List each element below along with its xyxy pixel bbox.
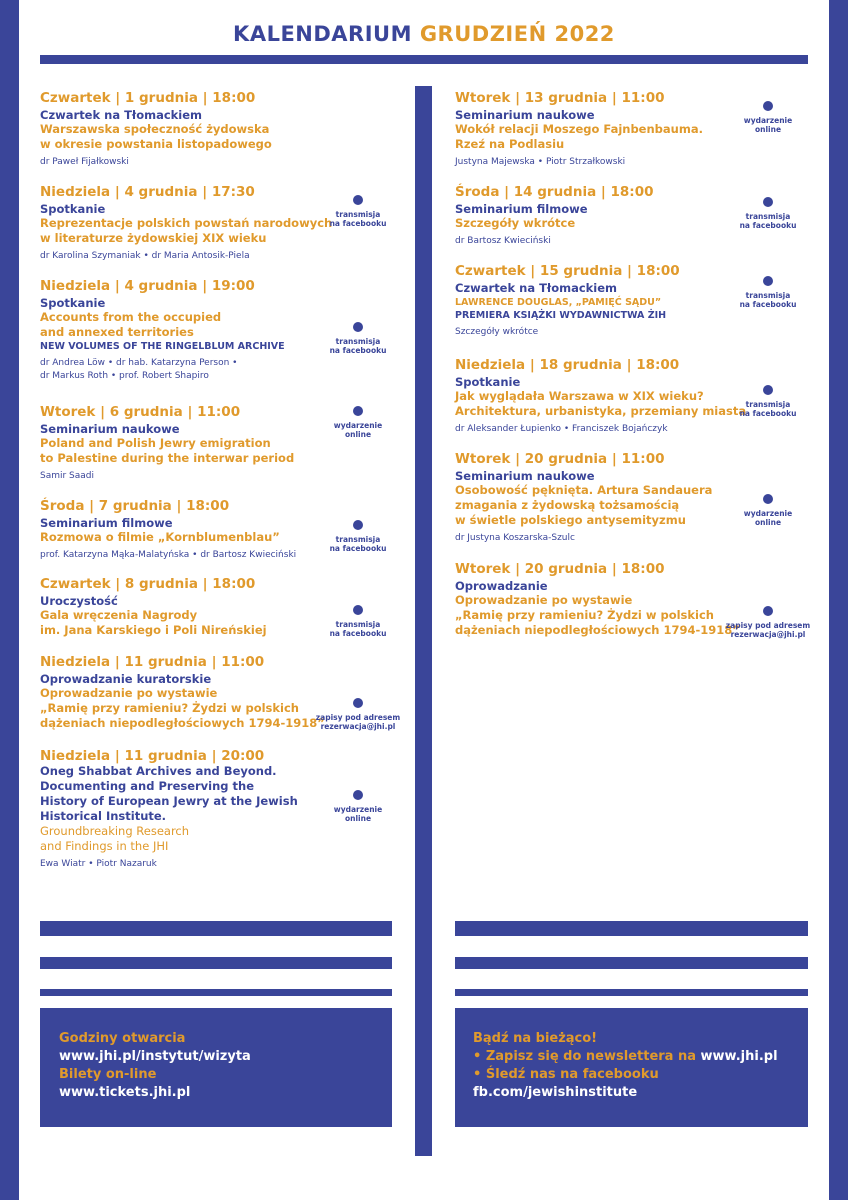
speaker-line: dr Andrea Löw • dr hab. Katarzyna Person •: [40, 358, 238, 368]
event-format-label: na facebooku: [329, 346, 387, 355]
event-type: Oprowadzanie: [455, 579, 548, 593]
event-date: Czwartek | 8 grudnia | 18:00: [40, 576, 256, 592]
event-title-line: Szczegóły wkrótce: [455, 216, 576, 230]
event-title-line: Rozmowa o filmie „Kornblumenblau”: [40, 530, 280, 544]
event-title-line: Reprezentacje polskich powstań narodowych: [40, 216, 333, 230]
event-format-label: zapisy pod adresem: [315, 713, 401, 722]
footer-info-box: [40, 1008, 392, 1127]
event-format-label: online: [344, 814, 372, 823]
event-title-line: zmagania z żydowską tożsamością: [455, 498, 680, 512]
event-title-line: Architektura, urbanistyka, przemiany miasta: [455, 404, 747, 418]
left-separator-3: [40, 989, 392, 996]
event-title-line: Rzeź na Podlasiu: [455, 137, 565, 151]
event-format-label: wydarzenie: [333, 421, 383, 430]
event-title-line: and annexed territories: [40, 325, 194, 339]
event-block: [40, 278, 285, 383]
event-subtitle-orange: LAWRENCE DOUGLAS, „PAMIĘĆ SĄDU”: [455, 297, 662, 308]
event-format-label: na facebooku: [329, 544, 387, 553]
event-date: Niedziela | 11 grudnia | 20:00: [40, 748, 265, 764]
event-date: Wtorek | 20 grudnia | 18:00: [455, 561, 665, 577]
event-block: [40, 748, 298, 871]
bullet-dot-icon: [763, 197, 773, 207]
left-separator-2: [40, 957, 392, 969]
newsletter-text: • Zapisz się do newslettera na: [473, 1049, 701, 1064]
speaker-line: dr Bartosz Kwieciński: [455, 236, 551, 246]
event-format-label: zapisy pod adresem: [725, 621, 811, 630]
center-divider: [415, 86, 432, 1156]
event-format-label: transmisja: [335, 620, 381, 629]
tickets-label: Bilety on-line: [59, 1067, 157, 1082]
event-type: Seminarium naukowe: [40, 422, 180, 436]
event-title-line: Oprowadzanie po wystawie: [455, 593, 633, 607]
facebook-link[interactable]: fb.com/jewishinstitute: [473, 1085, 638, 1100]
event-type: Czwartek na Tłomackiem: [40, 108, 203, 122]
right-separator-2: [455, 957, 808, 969]
event-type: Spotkanie: [40, 202, 106, 216]
event-date: Środa | 7 grudnia | 18:00: [40, 498, 230, 514]
event-speakers: [40, 250, 332, 263]
event-format-note: [313, 698, 403, 731]
event-format-label: na facebooku: [739, 409, 797, 418]
event-title-line: w literaturze żydowskiej XIX wieku: [40, 231, 267, 245]
event-format-label: online: [754, 125, 782, 134]
event-title-line: dążeniach niepodległościowych 1794-1918”: [455, 623, 740, 637]
event-date: Środa | 14 grudnia | 18:00: [455, 184, 654, 200]
event-title-line: im. Jana Karskiego i Poli Nireńskiej: [40, 623, 267, 637]
event-title-line: w świetle polskiego antysemityzmu: [455, 513, 686, 527]
bullet-dot-icon: [353, 406, 363, 416]
event-block: [40, 404, 294, 483]
event-format-label: transmisja: [335, 337, 381, 346]
event-type: Spotkanie: [455, 375, 521, 389]
event-block: [40, 184, 332, 263]
event-format-note: [313, 195, 403, 228]
event-speakers: [40, 858, 298, 871]
bullet-dot-icon: [353, 790, 363, 800]
event-format-note: [723, 197, 813, 230]
event-subtitle: NEW VOLUMES OF THE RINGELBLUM ARCHIVE: [40, 341, 285, 352]
event-type: Spotkanie: [40, 296, 106, 310]
event-format-label: na facebooku: [739, 300, 797, 309]
event-block: [455, 90, 703, 169]
event-format-note: [313, 322, 403, 355]
bullet-dot-icon: [353, 195, 363, 205]
event-format-note: [723, 101, 813, 134]
event-title-line: Historical Institute.: [40, 809, 167, 823]
event-title-line: „Ramię przy ramieniu? Żydzi w polskich: [455, 608, 714, 622]
event-date: Wtorek | 6 grudnia | 11:00: [40, 404, 241, 420]
tickets-link[interactable]: www.tickets.jhi.pl: [59, 1085, 191, 1100]
top-divider: [40, 55, 808, 64]
speaker-line: prof. Katarzyna Mąka-Malatyńska • dr Bartosz Kwieciński: [40, 550, 297, 560]
event-type: Oprowadzanie kuratorskie: [40, 672, 212, 686]
event-format-label: online: [754, 518, 782, 527]
newsletter-link[interactable]: www.jhi.pl: [700, 1049, 778, 1064]
event-title-line: w okresie powstania listopadowego: [40, 137, 272, 151]
event-title-line: Jak wyglądała Warszawa w XIX wieku?: [455, 389, 704, 403]
event-block: [40, 576, 267, 638]
event-block: [40, 498, 296, 562]
event-type: Seminarium filmowe: [455, 202, 588, 216]
event-title-line: Warszawska społeczność żydowska: [40, 122, 270, 136]
event-speakers: [455, 532, 712, 545]
event-format-note: [313, 520, 403, 553]
event-date: Wtorek | 13 grudnia | 11:00: [455, 90, 665, 106]
bullet-dot-icon: [353, 322, 363, 332]
bullet-dot-icon: [763, 606, 773, 616]
speaker-line: dr Karolina Szymaniak • dr Maria Antosik-Piela: [40, 251, 250, 261]
event-date: Czwartek | 15 grudnia | 18:00: [455, 263, 680, 279]
event-format-label: na facebooku: [739, 221, 797, 230]
speaker-line: Ewa Wiatr • Piotr Nazaruk: [40, 859, 157, 869]
event-date: Niedziela | 4 grudnia | 19:00: [40, 278, 255, 294]
bullet-dot-icon: [763, 385, 773, 395]
event-title-line: to Palestine during the interwar period: [40, 451, 295, 465]
event-title-line: History of European Jewry at the Jewish: [40, 794, 298, 808]
event-date: Niedziela | 11 grudnia | 11:00: [40, 654, 265, 670]
speaker-line: Justyna Majewska • Piotr Strzałkowski: [455, 157, 626, 167]
event-format-label: transmisja: [745, 212, 791, 221]
right-sidebar-bar: [829, 0, 848, 1200]
event-date: Wtorek | 20 grudnia | 11:00: [455, 451, 665, 467]
event-format-label: online: [344, 430, 372, 439]
event-date: Czwartek | 1 grudnia | 18:00: [40, 90, 256, 106]
event-title-line: Documenting and Preserving the: [40, 779, 255, 793]
event-block: [455, 357, 746, 436]
left-separator-1: [40, 921, 392, 936]
event-subtitle: PREMIERA KSIĄŻKI WYDAWNICTWA ŻIH: [455, 310, 667, 321]
event-format-label: wydarzenie: [333, 805, 383, 814]
event-format-note: [723, 494, 813, 527]
event-title-line: Accounts from the occupied: [40, 310, 222, 324]
event-title-line: Wokół relacji Moszego Fajnbenbauma.: [455, 122, 703, 136]
event-format-note: [313, 790, 403, 823]
event-speakers: [40, 549, 296, 562]
event-title-line: Oneg Shabbat Archives and Beyond.: [40, 764, 277, 778]
event-format-label: transmisja: [335, 535, 381, 544]
footer-follow-box: [455, 1008, 808, 1127]
event-format-note: [313, 605, 403, 638]
speaker-line: Samir Saadi: [40, 471, 95, 481]
title-month: GRUDZIEŃ 2022: [419, 22, 615, 46]
event-type: Seminarium filmowe: [40, 516, 173, 530]
page-title: [0, 22, 848, 46]
event-block: [455, 184, 654, 248]
bullet-dot-icon: [763, 276, 773, 286]
event-format-label: na facebooku: [329, 629, 387, 638]
newsletter-line: [473, 1048, 808, 1066]
event-format-note: [723, 606, 813, 639]
event-type: Seminarium naukowe: [455, 469, 595, 483]
speaker-line: dr Aleksander Łupienko • Franciszek Bojańczyk: [455, 424, 668, 434]
right-separator-1: [455, 921, 808, 936]
speaker-line: dr Markus Roth • prof. Robert Shapiro: [40, 371, 209, 381]
bullet-dot-icon: [763, 101, 773, 111]
event-block: [455, 263, 680, 339]
event-format-note: [723, 385, 813, 418]
event-type: Uroczystość: [40, 594, 118, 608]
speaker-line: Szczegóły wkrótce: [455, 327, 539, 337]
event-block: [455, 561, 740, 638]
event-speakers: [40, 470, 294, 483]
bullet-dot-icon: [763, 494, 773, 504]
event-speakers: [455, 423, 746, 436]
event-date: Niedziela | 18 grudnia | 18:00: [455, 357, 680, 373]
follow-heading: Bądź na bieżąco!: [473, 1031, 598, 1046]
title-kalendarium: KALENDARIUM: [233, 22, 412, 46]
event-title-line: dążeniach niepodległościowych 1794-1918”: [40, 716, 325, 730]
event-speakers: [455, 235, 654, 248]
event-title-line: Oprowadzanie po wystawie: [40, 686, 218, 700]
event-speakers: [455, 326, 680, 339]
opening-hours-link[interactable]: www.jhi.pl/instytut/wizyta: [59, 1049, 251, 1064]
right-separator-3: [455, 989, 808, 996]
event-title-line: Poland and Polish Jewry emigration: [40, 436, 271, 450]
event-format-label: rezerwacja@jhi.pl: [730, 630, 806, 639]
facebook-text: • Śledź nas na facebooku: [473, 1067, 659, 1082]
event-format-label: rezerwacja@jhi.pl: [320, 722, 396, 731]
event-format-label: transmisja: [745, 291, 791, 300]
event-title-line: „Ramię przy ramieniu? Żydzi w polskich: [40, 701, 299, 715]
event-subtitle-line: Groundbreaking Research: [40, 824, 190, 838]
event-date: Niedziela | 4 grudnia | 17:30: [40, 184, 255, 200]
event-speakers: [40, 357, 285, 383]
bullet-dot-icon: [353, 698, 363, 708]
opening-hours-label: Godziny otwarcia: [59, 1031, 186, 1046]
speaker-line: dr Justyna Koszarska-Szulc: [455, 533, 575, 543]
event-format-label: wydarzenie: [743, 509, 793, 518]
event-type: Czwartek na Tłomackiem: [455, 281, 618, 295]
speaker-line: dr Paweł Fijałkowski: [40, 157, 129, 167]
left-sidebar-bar: [0, 0, 19, 1200]
event-title-line: Osobowość pęknięta. Artura Sandauera: [455, 483, 713, 497]
event-speakers: [40, 156, 272, 169]
event-subtitle-line: and Findings in the JHI: [40, 839, 169, 853]
event-block: [40, 654, 325, 731]
event-format-note: [723, 276, 813, 309]
event-speakers: [455, 156, 703, 169]
event-format-note: [313, 406, 403, 439]
bullet-dot-icon: [353, 605, 363, 615]
event-type: Seminarium naukowe: [455, 108, 595, 122]
event-format-label: transmisja: [745, 400, 791, 409]
event-title-line: Gala wręczenia Nagrody: [40, 608, 198, 622]
event-format-label: transmisja: [335, 210, 381, 219]
event-block: [40, 90, 272, 169]
event-block: [455, 451, 712, 545]
bullet-dot-icon: [353, 520, 363, 530]
event-format-label: wydarzenie: [743, 116, 793, 125]
event-format-label: na facebooku: [329, 219, 387, 228]
